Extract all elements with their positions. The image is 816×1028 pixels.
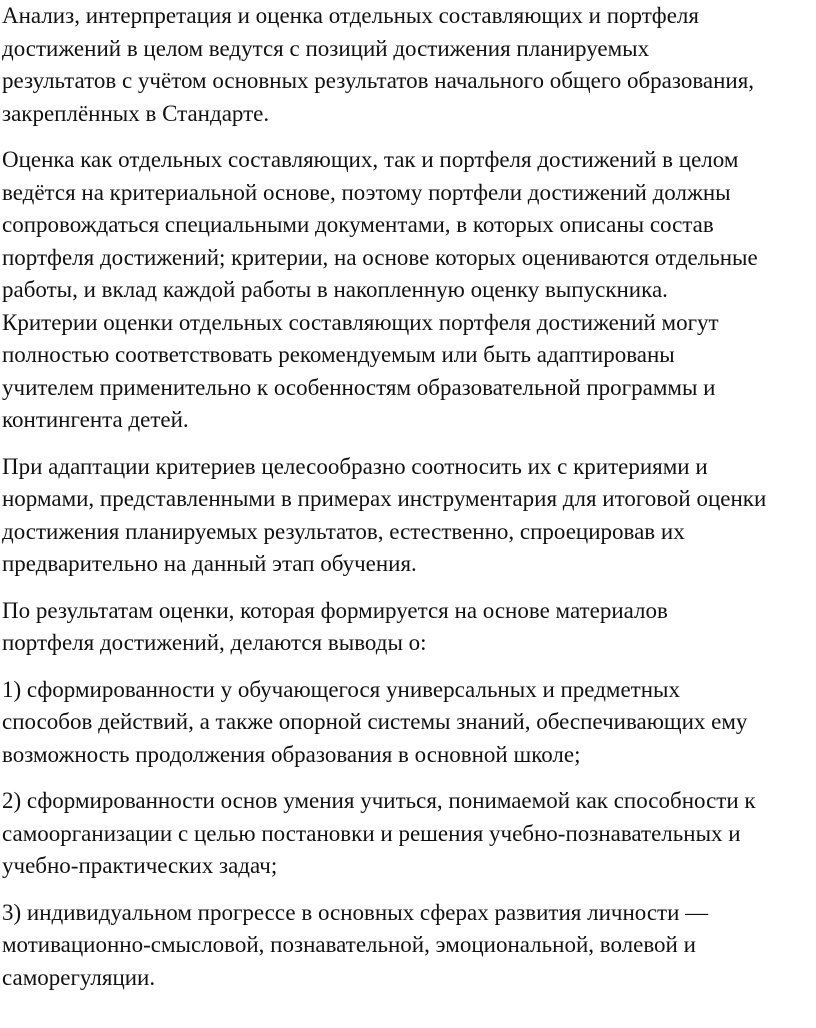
text-line: работы, и вклад каждой работы в накопленную оценку выпускника. <box>2 277 668 302</box>
text-line: полностью соответствовать рекомендуемым или быть адаптированы <box>2 342 675 367</box>
text-line: мотивационно-смысловой, познавательной, эмоциональной, волевой и <box>2 932 696 957</box>
text-line: самоорганизации с целью постановки и решения учебно-познавательных и <box>2 820 741 846</box>
list-item-2 <box>2 785 816 883</box>
text-line: достижения планируемых результатов, естественно, спроецировав их <box>2 518 685 544</box>
paragraph-portfolio-analysis <box>2 0 816 130</box>
text-line: саморегуляции. <box>2 964 156 990</box>
text-line: портфеля достижений, делаются выводы о: <box>2 630 427 655</box>
text-line: контингента детей. <box>2 407 189 432</box>
text-line: Критерии оценки отдельных составляющих портфеля достижений могут <box>2 309 719 335</box>
paragraph-conclusions-intro <box>2 595 816 660</box>
text-line: 2) сформированности основ умения учиться, понимаемой как способности к <box>2 788 756 813</box>
text-line: ведётся на критериальной основе, поэтому портфели достижений должны <box>2 179 731 205</box>
text-line: результатов с учётом основных результатов начального общего образования, <box>2 68 755 93</box>
text-line: учебно-практических задач; <box>2 853 278 878</box>
text-line: 3) индивидуальном прогрессе в основных сферах развития личности — <box>2 899 709 925</box>
list-item-3 <box>2 897 816 995</box>
text-line: способов действий, а также опорной системы знаний, обеспечивающих ему <box>2 709 748 734</box>
text-line: 1) сформированности у обучающегося универсальных и предметных <box>2 676 680 702</box>
text-line: портфеля достижений; критерии, на основе которых оцениваются отдельные <box>2 244 758 270</box>
list-item-1 <box>2 674 816 772</box>
text-line: закреплённых в Стандарте. <box>2 100 270 126</box>
paragraph-criteria-adaptation <box>2 451 816 581</box>
text-line: достижений в целом ведутся с позиций достижения планируемых <box>2 35 650 61</box>
text-line: предварительно на данный этап обучения. <box>2 551 417 576</box>
text-line: Анализ, интерпретация и оценка отдельных составляющих и портфеля <box>2 3 699 28</box>
text-line: нормами, представленными в примерах инструментария для итоговой оценки <box>2 486 767 511</box>
text-line: По результатам оценки, которая формируется на основе материалов <box>2 597 668 623</box>
text-line: При адаптации критериев целесообразно соотносить их с критериями и <box>2 453 708 479</box>
text-line: сопровождаться специальными документами, в которых описаны состав <box>2 212 714 237</box>
text-line: учителем применительно к особенностям образовательной программы и <box>2 374 716 400</box>
text-line: возможность продолжения образования в основной школе; <box>2 741 581 767</box>
text-line: Оценка как отдельных составляющих, так и портфеля достижений в целом <box>2 147 739 172</box>
paragraph-criteria-assessment <box>2 144 816 437</box>
